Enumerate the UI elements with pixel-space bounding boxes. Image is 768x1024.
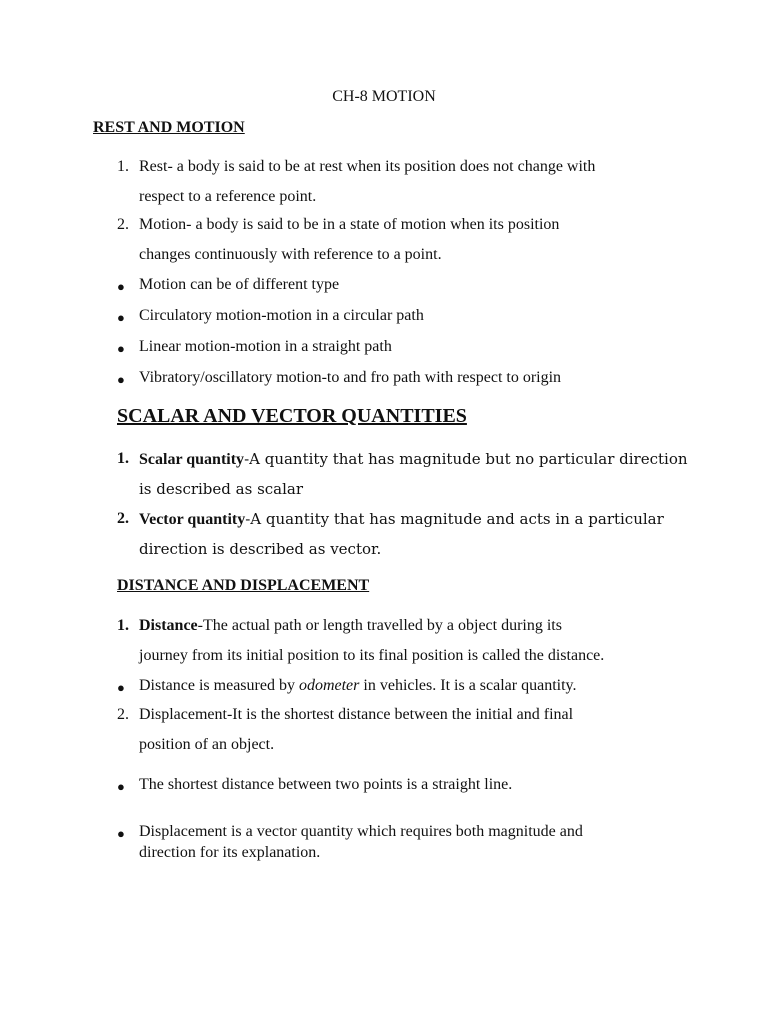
bullet-text	[139, 677, 577, 695]
bullet-text: The shortest distance between two points is a straight line.	[139, 776, 513, 793]
list-number: 1.	[117, 617, 129, 634]
section-heading-scalar-and-vector: SCALAR AND VECTOR QUANTITIES	[117, 405, 467, 427]
section-heading-distance-and-displacement: DISTANCE AND DISPLACEMENT	[117, 577, 370, 594]
list-number: 1.	[117, 450, 129, 467]
list-number: 2.	[117, 216, 129, 233]
list-number: 1.	[117, 158, 129, 175]
scalar-term: Scalar quantity	[139, 451, 245, 468]
bullet-text: Displacement is a vector quantity which requires both magnitude and	[139, 823, 583, 840]
section-heading-rest-and-motion: REST AND MOTION	[93, 119, 245, 136]
vector-definition-line-1	[139, 510, 664, 529]
bullet-icon: ●	[117, 310, 125, 325]
bullet-text: Vibratory/oscillatory motion-to and fro path with respect to origin	[139, 369, 562, 386]
distance-definition-line-2: journey from its initial position to its final position is called the distance.	[139, 647, 605, 664]
bullet-icon: ●	[117, 779, 125, 794]
scalar-definition-line-1	[139, 450, 688, 469]
rest-definition-line-1: Rest- a body is said to be at rest when its position does not change with	[139, 158, 596, 175]
scalar-definition-text: -A quantity that has magnitude but no particular direction	[244, 450, 688, 468]
list-number: 2.	[117, 706, 129, 723]
displacement-definition-line-2: position of an object.	[139, 736, 275, 753]
motion-definition-line-1: Motion- a body is said to be in a state of motion when its position	[139, 216, 560, 233]
distance-term: Distance	[139, 617, 198, 634]
bullet-text: Circulatory motion-motion in a circular path	[139, 307, 424, 324]
motion-definition-line-2: changes continuously with reference to a point.	[139, 246, 442, 263]
bullet-text-continued: direction for its explanation.	[139, 844, 321, 861]
distance-definition-line-1	[139, 617, 562, 635]
odometer-term: odometer	[298, 677, 360, 694]
odometer-text-before: Distance is measured by	[139, 677, 299, 694]
vector-definition-text-2: direction is described as vector.	[139, 540, 382, 558]
bullet-text: Linear motion-motion in a straight path	[139, 338, 392, 355]
page-title: CH-8 MOTION	[332, 88, 436, 105]
bullet-icon: ●	[117, 341, 125, 356]
vector-definition-line-2	[139, 540, 381, 559]
scalar-definition-line-2	[139, 480, 303, 499]
bullet-icon: ●	[117, 279, 125, 294]
vector-definition-text: -A quantity that has magnitude and acts in a particular	[245, 510, 664, 528]
displacement-definition-line-1: Displacement-It is the shortest distance between the initial and final	[139, 706, 574, 723]
scalar-definition-text-2: is described as scalar	[139, 480, 304, 498]
distance-definition-text: -The actual path or length travelled by a object during its	[197, 617, 562, 634]
bullet-icon: ●	[117, 372, 125, 387]
rest-definition-line-2: respect to a reference point.	[139, 188, 317, 205]
bullet-icon: ●	[117, 680, 125, 695]
bullet-text: Motion can be of different type	[139, 276, 340, 293]
list-number: 2.	[117, 510, 129, 527]
vector-term: Vector quantity	[139, 511, 246, 528]
odometer-text-after: in vehicles. It is a scalar quantity.	[359, 677, 577, 694]
bullet-icon: ●	[117, 826, 125, 841]
